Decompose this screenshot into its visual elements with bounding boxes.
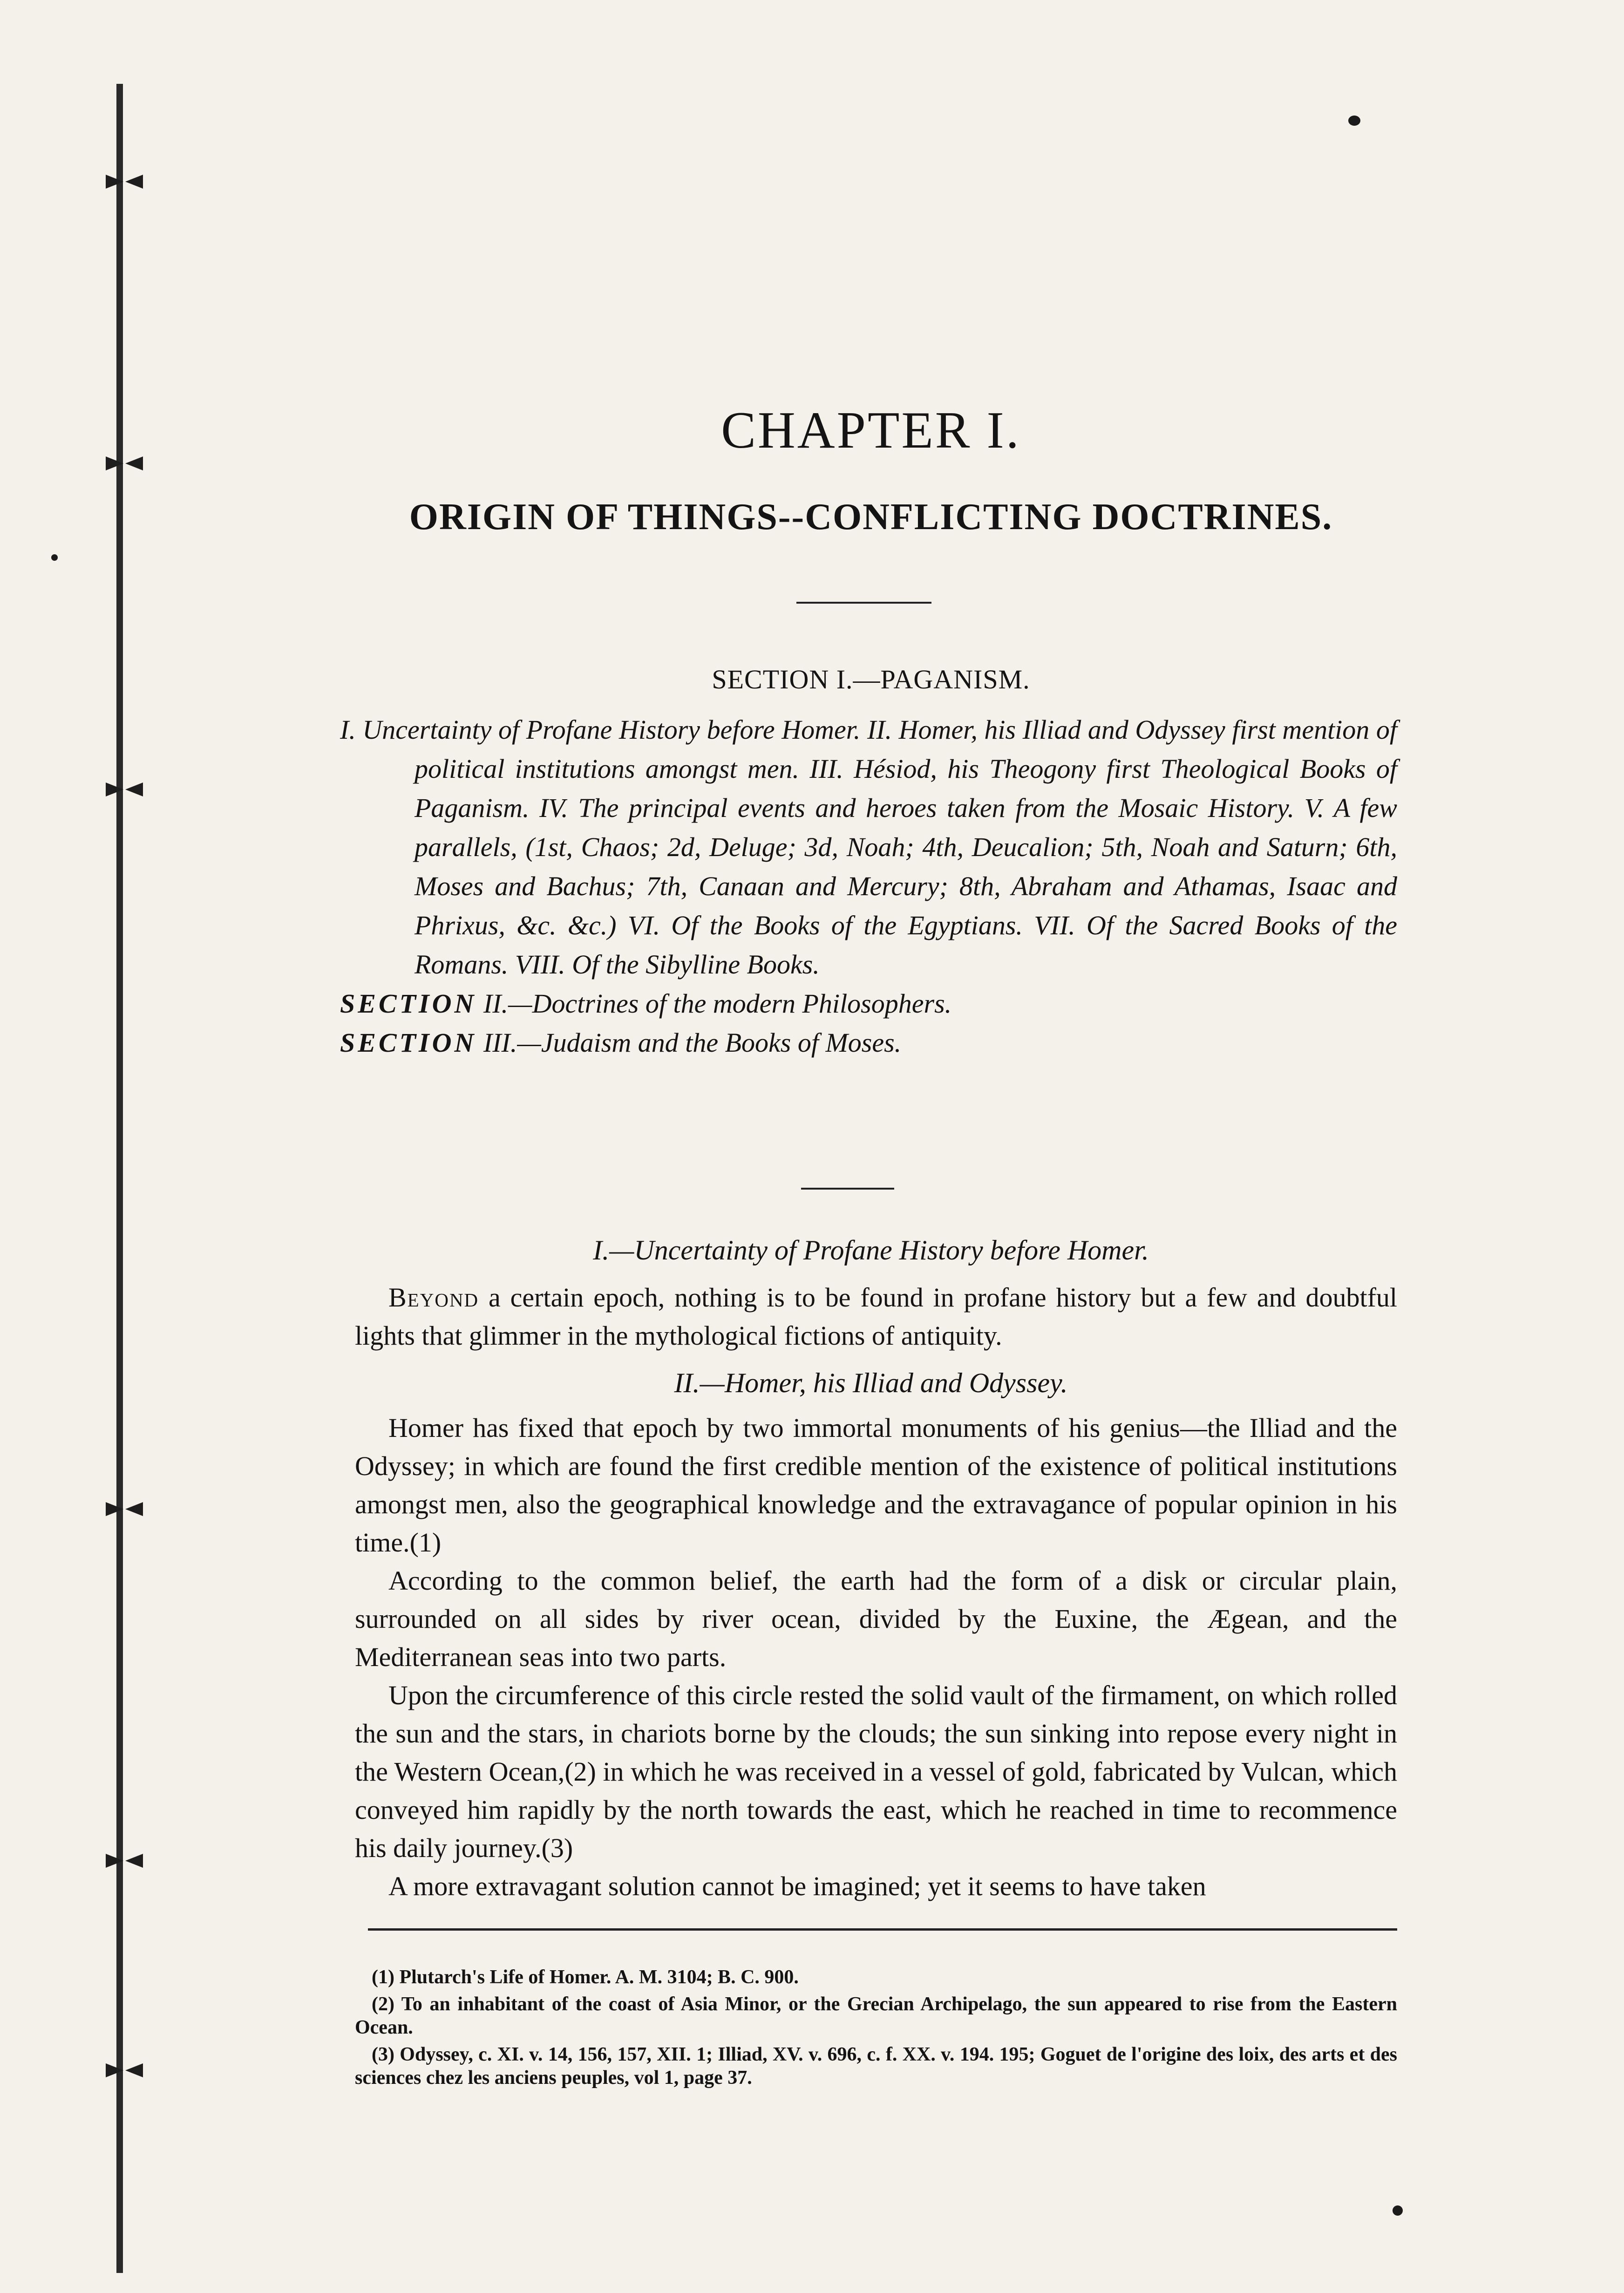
footnote: (3) Odyssey, c. XI. v. 14, 156, 157, XII. 1; Illiad, XV. v. 696, c. f. XX. v. 194. 195; Goguet de l'origine des loix, des arts et des sciences chez les anciens peuples, vol 1, page 37. (355, 2044, 1397, 2089)
binding-stitch (106, 1854, 143, 1868)
binding-stitch (106, 1502, 143, 1516)
section-divider (801, 1188, 894, 1190)
section-2-label: SECTION (340, 988, 477, 1019)
contents-section-3 (340, 1023, 1397, 1062)
footnote: (1) Plutarch's Life of Homer. A. M. 3104; B. C. 900. (372, 1966, 799, 1988)
body-paragraph: According to the common belief, the earth had the form of a disk or circular plain, surrounded on all sides by river ocean, divided by the Euxine, the Ægean, and the Mediterranean seas into two parts. (355, 1565, 1397, 1672)
binding-stitch (106, 2063, 143, 2077)
part-1-paragraph (355, 1279, 1397, 1355)
contents-summary: I. Uncertainty of Profane History before Homer. II. Homer, his Illiad and Odyssey first mention of political institutions amongst men. III. Hésiod, his Theogony first Theological Books of Paganism. IV. The principal events and heroes taken from the Mosaic History. V. A few parallels, (1st, Chaos; 2d, Deluge; 3d, Noah; 4th, Deucalion; 5th, Noah and Saturn; 6th, Moses and Bachus; 7th, Canaan and Mercury; 8th, Abraham and Athamas, Isaac and Phrixus, &c. &c.) VI. Of the Books of the Egyptians. VII. Of the Sacred Books of the Romans. VIII. Of the Sibylline Books. (340, 714, 1397, 980)
part-2-heading: II.—Homer, his Illiad and Odyssey. (674, 1368, 1068, 1398)
binding-stitch (106, 175, 143, 189)
chapter-subtitle: ORIGIN OF THINGS--CONFLICTING DOCTRINES. (409, 497, 1333, 538)
footnote-rule (368, 1928, 1397, 1931)
part-2-body (355, 1409, 1397, 1905)
footnote: (2) To an inhabitant of the coast of Asia Minor, or the Grecian Archipelago, the sun appeared to rise from the Eastern Ocean. (355, 1994, 1397, 2038)
section-contents (340, 710, 1397, 1062)
ornamental-rule (796, 602, 931, 604)
footnotes (355, 1966, 1397, 2093)
binding-stitch (106, 782, 143, 796)
binding-stitch (106, 456, 143, 470)
contents-section-2 (340, 984, 1397, 1023)
section-2-text: II.—Doctrines of the modern Philosophers. (483, 988, 952, 1019)
part-1-text: a certain epoch, nothing is to be found in profane history but a few and doubtful lights that glimmer in the mythological fictions of antiquity. (355, 1282, 1397, 1351)
section-heading: SECTION I.—PAGANISM. (712, 664, 1030, 694)
body-paragraph: Upon the circumference of this circle rested the solid vault of the firmament, on which rolled the sun and the stars, in chariots borne by the clouds; the sun sinking into repose every night in the Western Ocean,(2) in which he was received in a vessel of gold, fabricated by Vulcan, which conveyed him rapidly by the north towards the east, which he reached in time to recommence his daily journey.(3) (355, 1680, 1397, 1863)
part-1-heading: I.—Uncertainty of Profane History before Homer. (593, 1235, 1149, 1266)
binding-edge (116, 84, 123, 2273)
section-3-text: III.—Judaism and the Books of Moses. (483, 1027, 902, 1058)
drop-lead-word: Beyond (388, 1282, 479, 1313)
ink-speck (51, 554, 58, 561)
body-paragraph: Homer has fixed that epoch by two immortal monuments of his genius—the Illiad and the Odyssey; in which are found the first credible mention of the existence of political institutions amongst men, also the geographical knowledge and the extravagance of popular opinion in his time.(1) (355, 1413, 1397, 1558)
body-paragraph: A more extravagant solution cannot be imagined; yet it seems to have taken (388, 1871, 1206, 1901)
ink-speck (1348, 116, 1360, 126)
ink-speck (1393, 2205, 1403, 2216)
chapter-title: CHAPTER I. (721, 401, 1021, 459)
section-3-label: SECTION (340, 1027, 477, 1058)
part-1-body (355, 1279, 1397, 1355)
